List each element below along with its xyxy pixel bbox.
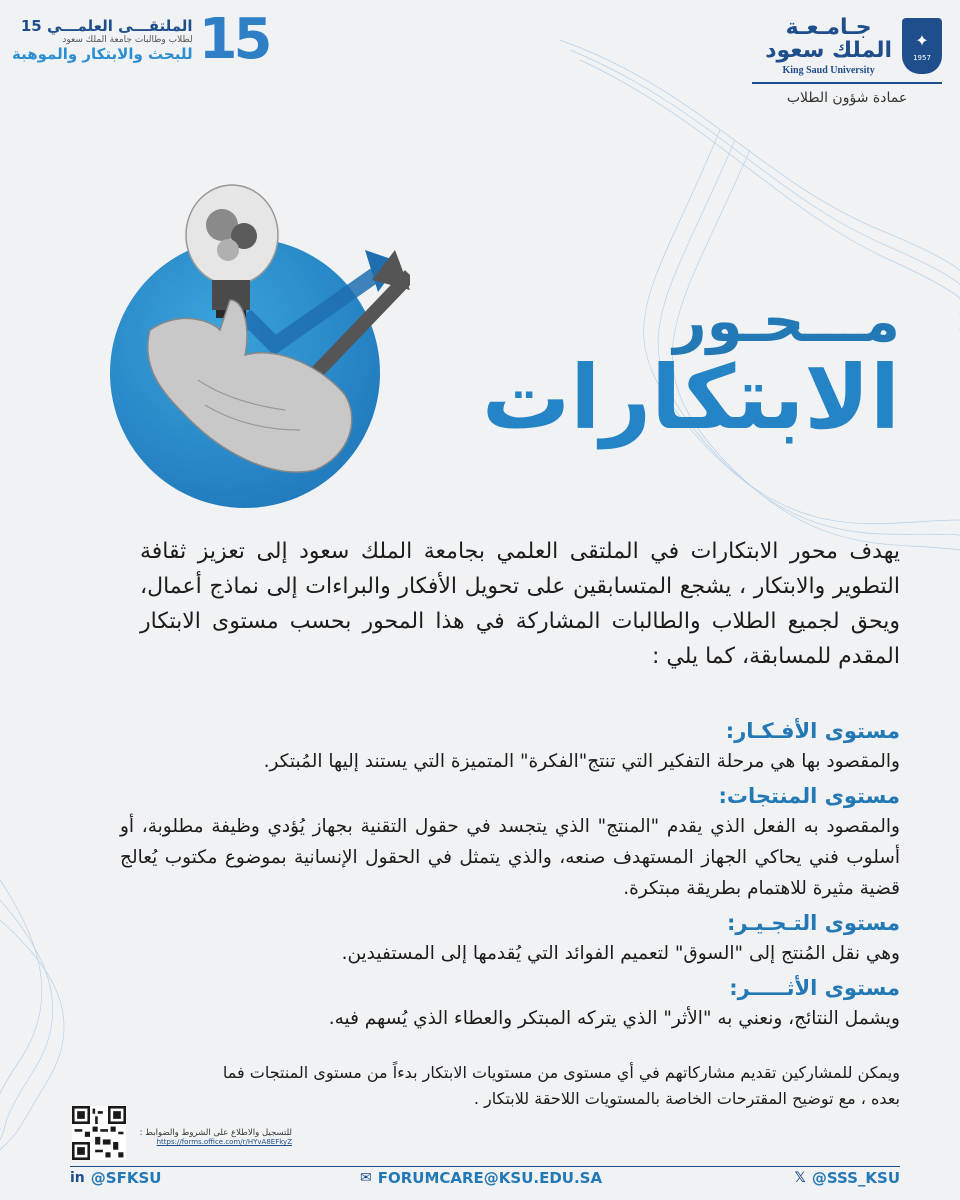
footer [70, 1166, 900, 1192]
forum-line3: للبحث والابتكار والموهبة [12, 45, 193, 63]
mail-icon: ✉ [360, 1170, 372, 1186]
title-big: الابتكارات [481, 346, 900, 449]
levels-list [120, 716, 900, 1038]
qr-note-label: للتسجيل والاطلاع على الشروط والضوابط : [139, 1128, 292, 1138]
email-address: FORUMCARE@KSU.EDU.SA [377, 1169, 603, 1187]
ksu-name [765, 16, 892, 76]
linkedin-icon: in [70, 1170, 85, 1186]
qr-note [132, 1128, 292, 1146]
level-title: مستوى الأثـــــر: [729, 976, 900, 1000]
level-ideas [120, 716, 900, 777]
ksu-name-ar-line1: جـامـعـة [785, 15, 872, 40]
ksu-year: 1957 [913, 53, 931, 62]
level-title: مستوى الأفـكـار: [725, 719, 900, 743]
closing-paragraph: ويمكن للمشاركين تقديم مشاركاتهم في أي مستوى من مستويات الابتكار بدءاً من مستوى المنتجات فما بعده ، مع توضيح المقترحات الخاصة بالمستويات اللاحقة للابتكار . [222, 1063, 900, 1108]
linkedin-handle: @SFKSU [90, 1169, 162, 1187]
level-desc: والمقصود به الفعل الذي يقدم "المنتج" الذي يتجسد في حقول التقنية بجهاز يُؤدي وظيفة مطلوبة، أو أسلوب فني يحاكي الجهاز المستهدف صنعه، والذي يتمثل في الحقول الإنسانية بموضوع مكتوب يُعالج قضية مثيرة للاهتمام بطريقة مبتكرة. [120, 816, 900, 899]
forum-logo [12, 7, 269, 72]
ksu-name-en: King Saud University [782, 65, 875, 77]
footer-linkedin[interactable] [70, 1169, 161, 1187]
ksu-logo [752, 16, 942, 106]
qr-code-icon[interactable] [72, 1106, 126, 1160]
footer-x[interactable] [795, 1169, 900, 1187]
x-handle: @SSS_KSU [811, 1169, 900, 1187]
level-desc: وهي نقل المُنتج إلى "السوق" لتعميم الفوائد التي يُقدمها إلى المستفيدين. [341, 943, 900, 964]
forum-line2: لطلاب وطالبات جامعة الملك سعود [62, 35, 193, 45]
forum-line1: الملتقـــى العلمـــي 15 [20, 17, 193, 35]
deanship-label: عمادة شؤون الطلاب [786, 90, 908, 107]
hero-illustration [110, 180, 410, 480]
level-commercialization [120, 908, 900, 969]
ksu-emblem-icon: ✦ 1957 [902, 18, 942, 74]
page-title [481, 287, 900, 449]
intro-paragraph: يهدف محور الابتكارات في الملتقى العلمي بجامعة الملك سعود إلى تعزيز ثقافة التطوير والابتكار ، يشجع المتسابقين على تحويل الأفكار والبراءات إلى نماذج أعمال، ويحق لجميع الطلاب والطالبات المشاركة في هذا المحور بحسب مستوى الابتكار المقدم للمسابقة، كما يلي : [140, 539, 900, 669]
footer-email[interactable] [360, 1169, 602, 1187]
x-icon: 𝕏 [794, 1170, 806, 1186]
level-title: مستوى التـجـيـر: [726, 911, 900, 935]
level-desc: والمقصود بها هي مرحلة التفكير التي تنتج"الفكرة" المتميزة التي يستند إليها المُبتكر. [263, 751, 900, 772]
level-products [120, 781, 900, 904]
hand-lightbulb-icon [110, 180, 410, 480]
title-small: مـــحـور [673, 287, 900, 355]
ksu-name-ar-line2: الملك سعود [765, 38, 892, 64]
qr-url-link[interactable]: https://forms.office.com/r/HYvA8EFkyZ [156, 1138, 292, 1146]
level-impact [120, 973, 900, 1034]
forum-number-logo: 15 [198, 7, 269, 72]
forum-name [12, 17, 193, 63]
level-title: مستوى المنتجات: [718, 784, 900, 808]
level-desc: ويشمل النتائج، ونعني به "الأثر" الذي يتركه المبتكر والعطاء الذي يُسهم فيه. [328, 1008, 900, 1029]
ksu-logo-box [752, 16, 942, 84]
